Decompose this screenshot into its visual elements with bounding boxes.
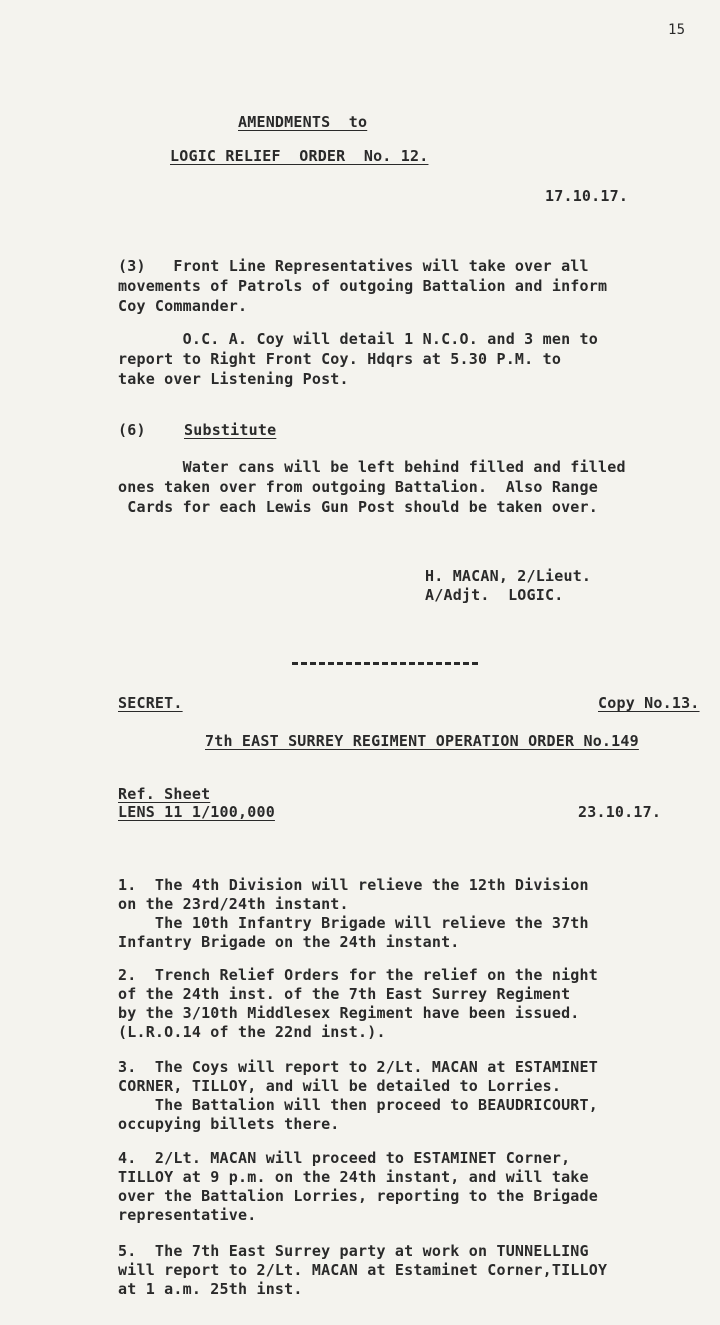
ref-sheet: Ref. Sheet	[118, 785, 211, 803]
order-paragraph-line: 2. Trench Relief Orders for the relief on the night	[118, 966, 598, 984]
order-paragraph-line: TILLOY at 9 p.m. on the 24th instant, and will take	[118, 1168, 589, 1186]
copy-number: Copy No.13.	[598, 694, 700, 712]
para3-line: Coy Commander.	[118, 297, 248, 315]
section-divider	[292, 662, 478, 665]
para6-number: (6)	[118, 421, 146, 439]
amendments-date: 17.10.17.	[545, 187, 629, 205]
order-paragraph-line: (L.R.O.14 of the 22nd inst.).	[118, 1023, 386, 1041]
order-paragraph-line: 1. The 4th Division will relieve the 12th Division	[118, 876, 589, 894]
para6-line: Cards for each Lewis Gun Post should be taken over.	[118, 498, 598, 516]
order-date: 23.10.17.	[578, 803, 662, 821]
para3b-line: take over Listening Post.	[118, 370, 349, 388]
order-paragraph-line: The 10th Infantry Brigade will relieve the 37th	[118, 914, 589, 932]
order-paragraph-line: occupying billets there.	[118, 1115, 340, 1133]
para6-line: Water cans will be left behind filled and filled	[118, 458, 626, 476]
para3-line: movements of Patrols of outgoing Battalion and inform	[118, 277, 608, 295]
para3b-line: O.C. A. Coy will detail 1 N.C.O. and 3 men to	[118, 330, 598, 348]
order-paragraph-line: over the Battalion Lorries, reporting to the Brigade	[118, 1187, 598, 1205]
order-paragraph-line: on the 23rd/24th instant.	[118, 895, 349, 913]
order-paragraph-line: 5. The 7th East Surrey party at work on TUNNELLING	[118, 1242, 589, 1260]
para6-heading: Substitute	[184, 421, 277, 439]
para3b-line: report to Right Front Coy. Hdqrs at 5.30 P.M. to	[118, 350, 562, 368]
order-paragraph-line: representative.	[118, 1206, 257, 1224]
signature-line: A/Adjt. LOGIC.	[425, 586, 564, 604]
order-paragraph-line: The Battalion will then proceed to BEAUDRICOURT,	[118, 1096, 598, 1114]
order-paragraph-line: Infantry Brigade on the 24th instant.	[118, 933, 460, 951]
amendments-title: AMENDMENTS to	[238, 113, 368, 131]
order-paragraph-line: 4. 2/Lt. MACAN will proceed to ESTAMINET Corner,	[118, 1149, 571, 1167]
order-paragraph-line: 3. The Coys will report to 2/Lt. MACAN at ESTAMINET	[118, 1058, 598, 1076]
operation-order-title: 7th EAST SURREY REGIMENT OPERATION ORDER No.149	[205, 732, 639, 750]
signature-line: H. MACAN, 2/Lieut.	[425, 567, 592, 585]
order-paragraph-line: will report to 2/Lt. MACAN at Estaminet Corner,TILLOY	[118, 1261, 608, 1279]
order-paragraph-line: by the 3/10th Middlesex Regiment have been issued.	[118, 1004, 580, 1022]
secret-label: SECRET.	[118, 694, 183, 712]
page-number: 15	[668, 22, 686, 38]
order-paragraph-line: at 1 a.m. 25th inst.	[118, 1280, 303, 1298]
amendments-subtitle: LOGIC RELIEF ORDER No. 12.	[170, 147, 429, 165]
ref-map: LENS 11 1/100,000	[118, 803, 275, 821]
para6-line: ones taken over from outgoing Battalion. Also Range	[118, 478, 598, 496]
order-paragraph-line: CORNER, TILLOY, and will be detailed to Lorries.	[118, 1077, 562, 1095]
order-paragraph-line: of the 24th inst. of the 7th East Surrey Regiment	[118, 985, 571, 1003]
para3-line: (3) Front Line Representatives will take over all	[118, 257, 589, 275]
